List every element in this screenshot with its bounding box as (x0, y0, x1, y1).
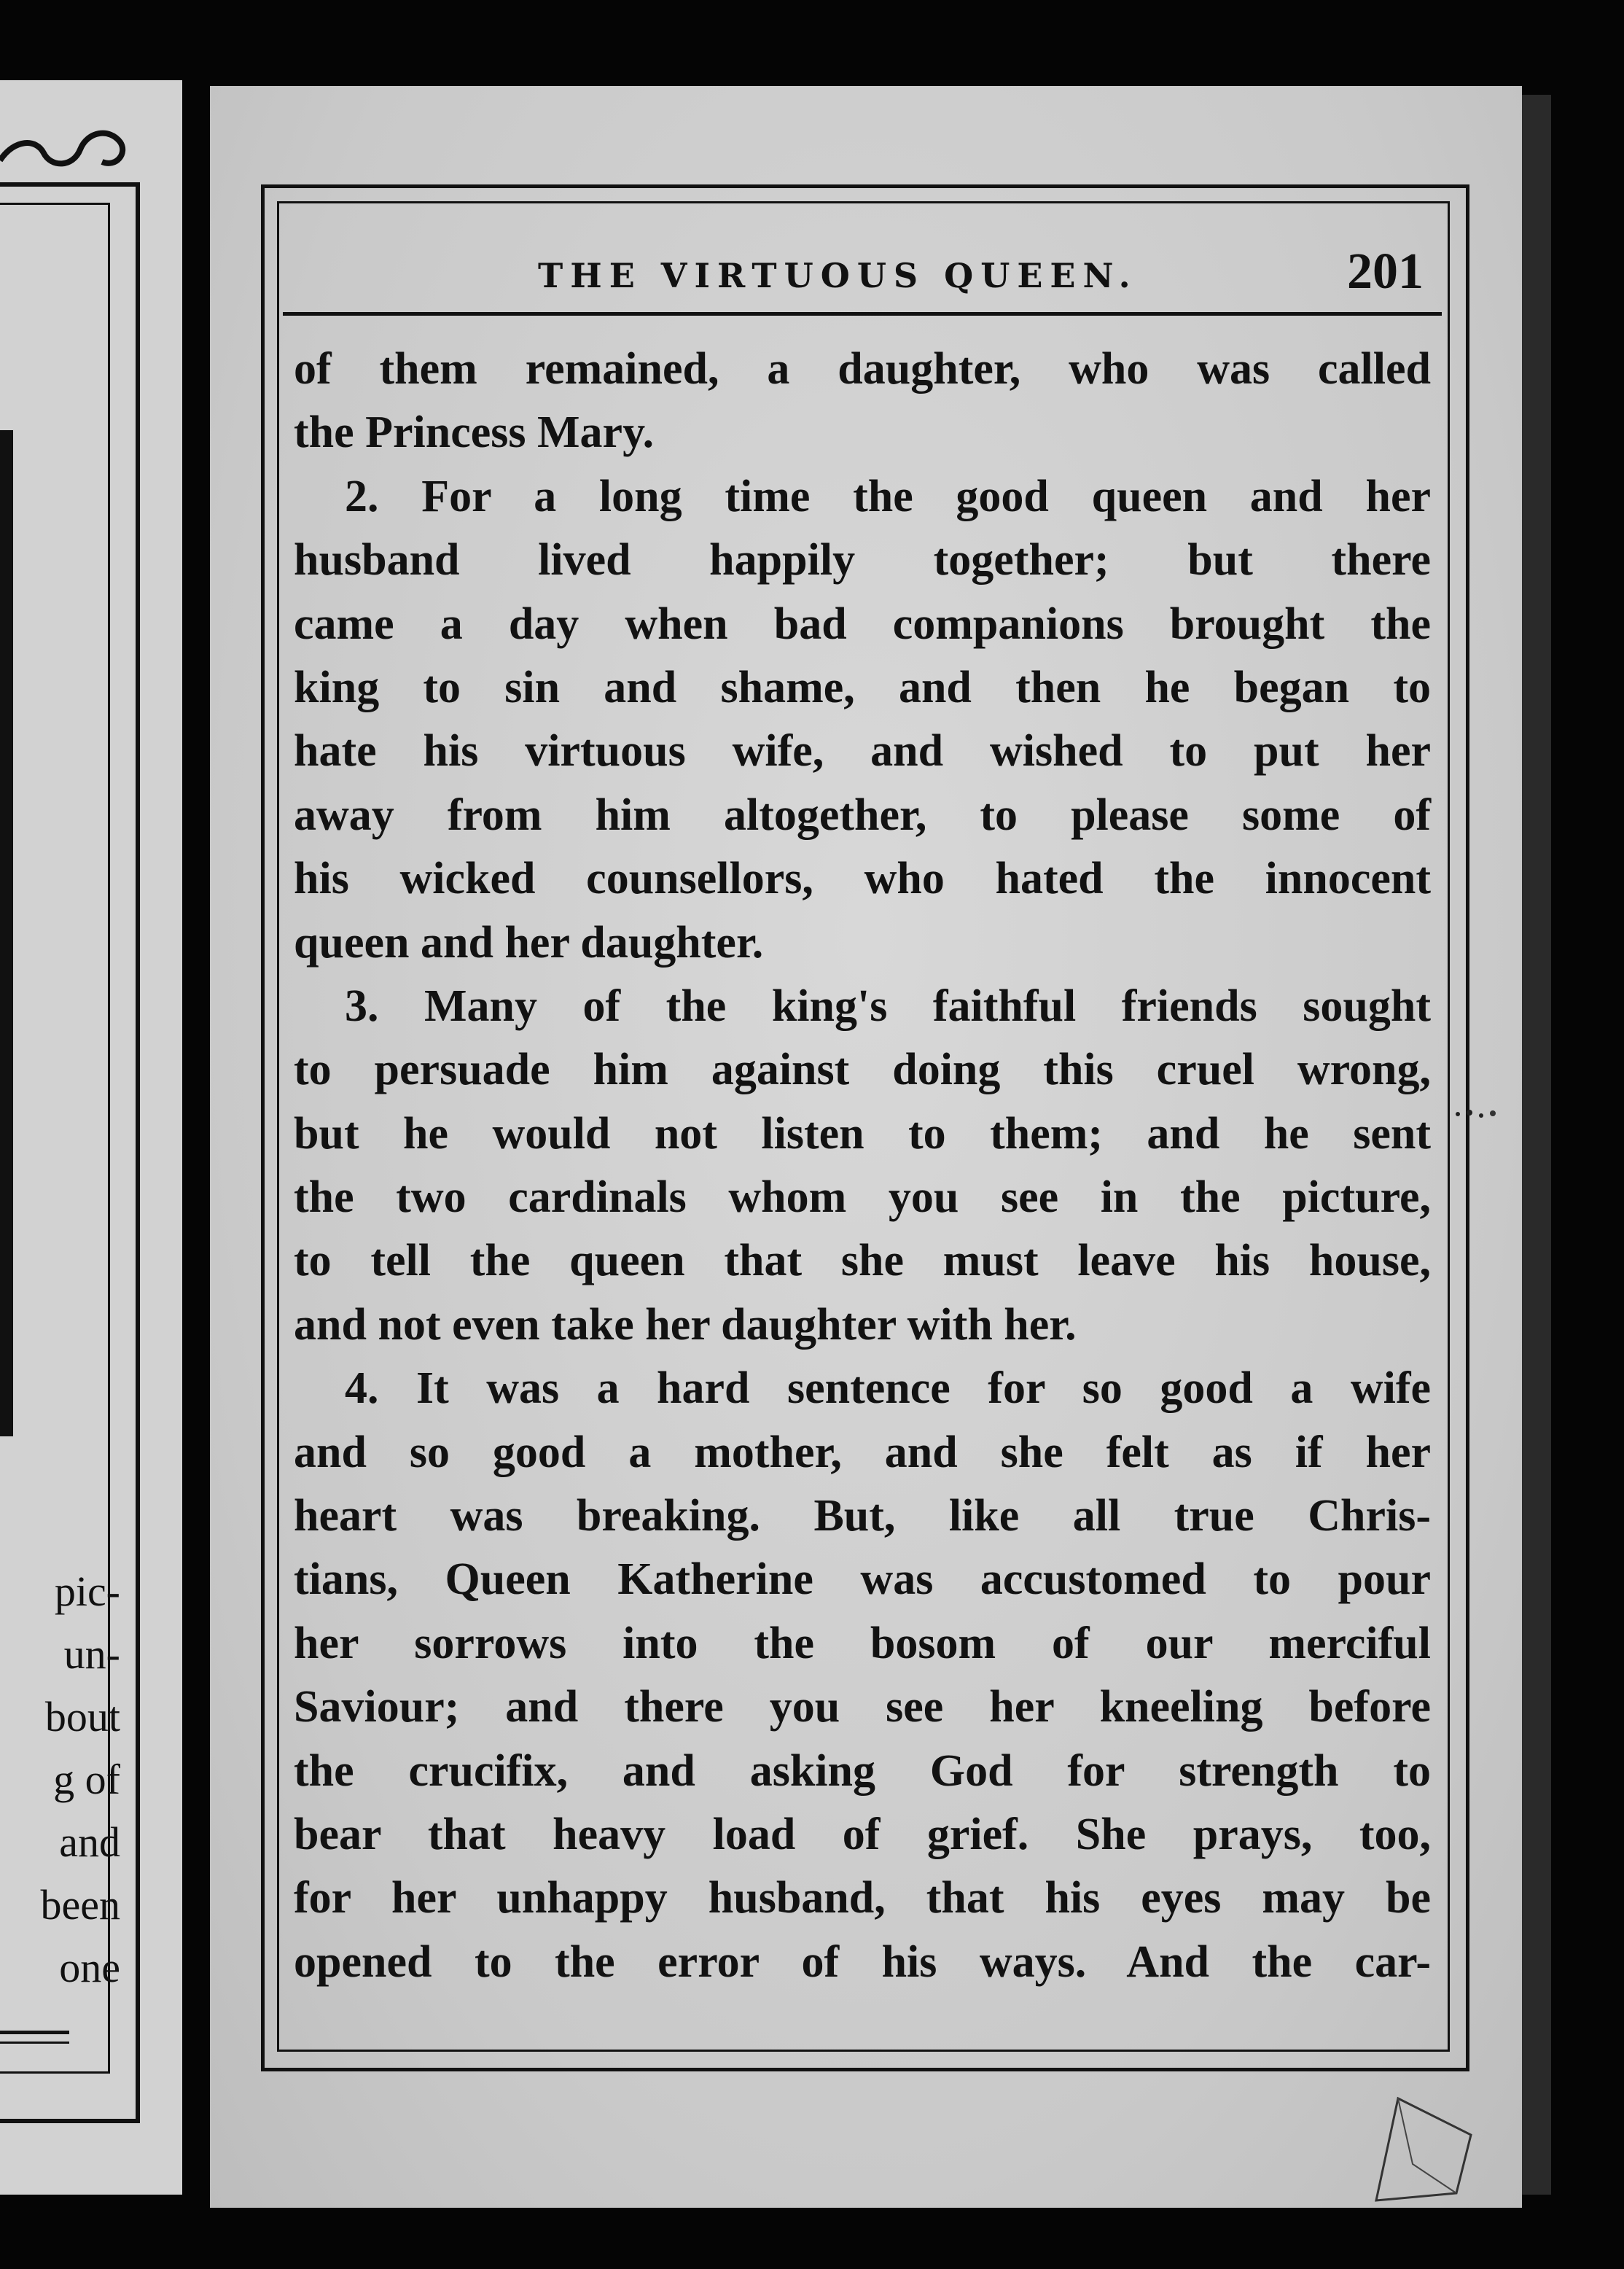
folded-corner-icon (1369, 2084, 1478, 2208)
text-line: her sorrows into the bosom of our merciful (294, 1618, 1431, 1668)
body-text (294, 338, 1431, 1994)
text-line: away from him altogether, to please some of (294, 790, 1431, 840)
running-title: THE VIRTUOUS QUEEN. (538, 256, 1138, 295)
left-page-rule (0, 2031, 69, 2034)
text-line: 4. It was a hard sentence for so good a wife (345, 1363, 1431, 1414)
text-line: the Princess Mary. (294, 408, 655, 458)
text-line: king to sin and shame, and then he began to (294, 662, 1431, 712)
text-line: heart was breaking. But, like all true Chris- (294, 1491, 1431, 1541)
left-page-rule-thin (0, 2042, 69, 2044)
text-line: came a day when bad companions brought the (294, 599, 1431, 649)
text-line: for her unhappy husband, that his eyes may be (294, 1873, 1431, 1923)
text-line: but he would not listen to them; and he sent (294, 1108, 1431, 1159)
header-rule (283, 312, 1442, 316)
text-line: 2. For a long time the good queen and her (345, 471, 1431, 521)
left-line: been (40, 1881, 120, 1929)
left-line: one (59, 1944, 120, 1991)
ink-smudge-icon (1449, 1100, 1507, 1129)
text-line: the two cardinals whom you see in the picture, (294, 1172, 1431, 1223)
page-edge-shadow (1522, 95, 1551, 2195)
text-line: his wicked counsellors, who hated the innocent (294, 854, 1431, 904)
text-line: bear that heavy load of grief. She prays, too, (294, 1809, 1431, 1859)
text-line: to persuade him against doing this cruel wrong, (294, 1045, 1431, 1095)
left-page-illustration-edge (0, 430, 13, 1436)
text-line: and so good a mother, and she felt as if her (294, 1427, 1431, 1477)
text-line: husband lived happily together; but there (294, 535, 1431, 585)
text-line: of them remained, a daughter, who was called (294, 344, 1431, 394)
left-line: g of (53, 1756, 120, 1803)
left-page-text (4, 1560, 120, 1999)
book-page (210, 86, 1522, 2208)
running-header (297, 243, 1438, 308)
text-line: opened to the error of his ways. And the car- (294, 1937, 1431, 1987)
left-page-fragment (0, 80, 182, 2195)
text-line: to tell the queen that she must leave his house, (294, 1236, 1431, 1286)
text-line: Saviour; and there you see her kneeling before (294, 1682, 1431, 1732)
page-number: 201 (1347, 244, 1424, 300)
text-line: tians, Queen Katherine was accustomed to pour (294, 1554, 1431, 1605)
left-line: bout (44, 1693, 120, 1740)
text-line: and not even take her daughter with her. (294, 1299, 1077, 1350)
left-line: un- (63, 1630, 120, 1678)
text-line: queen and her daughter. (294, 917, 764, 968)
text-line: 3. Many of the king's faithful friends sought (345, 981, 1431, 1031)
left-line: pic- (54, 1568, 120, 1615)
left-line: and (59, 1818, 120, 1866)
text-line: hate his virtuous wife, and wished to put her (294, 726, 1431, 777)
text-line: the crucifix, and asking God for strength to (294, 1745, 1431, 1796)
